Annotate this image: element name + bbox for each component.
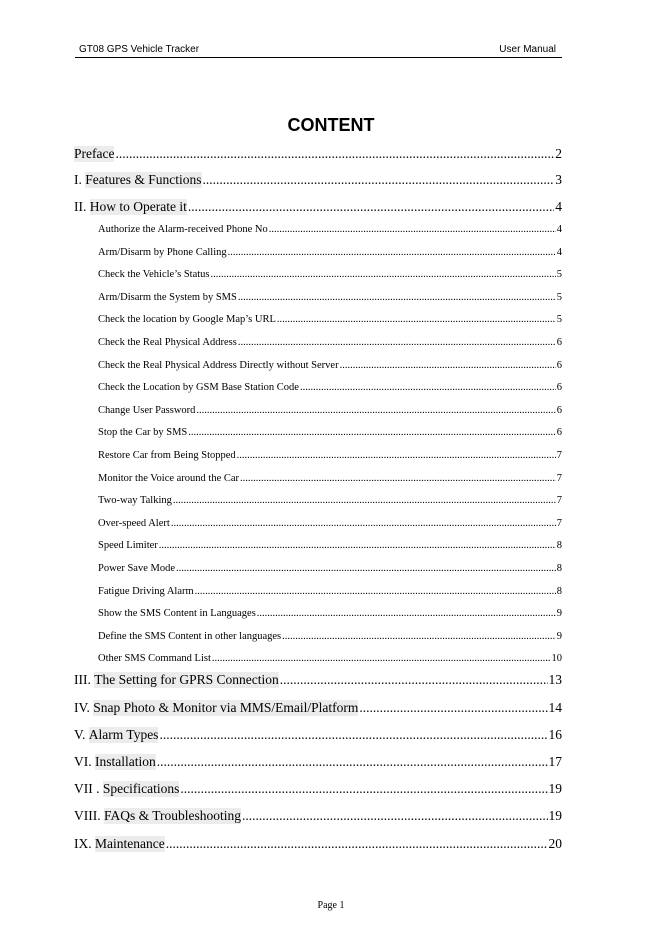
toc-entry[interactable]: [74, 172, 562, 192]
toc-entry[interactable]: [98, 450, 562, 466]
toc-entry-page: 2: [555, 146, 562, 161]
toc-entry-label: FAQs & Troubleshooting: [104, 808, 242, 823]
toc-entry-label: Fatigue Driving Alarm: [98, 585, 194, 597]
toc-leader-dots: [257, 608, 556, 619]
toc-leader-dots: [203, 172, 555, 188]
toc-entry[interactable]: [98, 495, 562, 511]
toc-entry-label: Restore Car from Being Stopped: [98, 450, 236, 461]
toc-entry-number: IX.: [74, 836, 95, 851]
toc-entry-label: Alarm Types: [88, 727, 159, 742]
toc-entry[interactable]: [74, 672, 562, 692]
toc-leader-dots: [238, 337, 556, 348]
toc-entry[interactable]: [98, 631, 562, 647]
toc-entry-page: 4: [555, 199, 562, 214]
toc-leader-dots: [196, 405, 555, 416]
toc-entry-label: Maintenance: [95, 836, 165, 851]
toc-leader-dots: [180, 781, 547, 797]
toc-entry-page: 8: [556, 540, 562, 552]
toc-entry-label: Define the SMS Content in other languages: [98, 630, 282, 642]
toc-entry-page: 8: [556, 563, 562, 574]
toc-entry-number: V.: [74, 727, 89, 742]
toc-entry-page: 5: [556, 291, 562, 303]
toc-leader-dots: [300, 382, 556, 393]
toc-entry-number: IV.: [74, 700, 94, 715]
toc-entry-page: 5: [556, 314, 562, 326]
page-title: CONTENT: [287, 115, 375, 135]
toc-entry[interactable]: [98, 382, 562, 398]
toc-entry[interactable]: [98, 473, 562, 489]
toc-leader-dots: [237, 450, 556, 461]
toc-entry-label: How to Operate it: [89, 199, 187, 214]
toc-entry-page: 20: [548, 836, 562, 851]
page-header: [75, 42, 562, 58]
toc-entry-page: 5: [556, 269, 562, 281]
toc-leader-dots: [238, 292, 556, 303]
toc-entry[interactable]: [98, 269, 562, 285]
toc-entry-label: Speed Limiter: [98, 540, 158, 552]
toc-entry-label: Show the SMS Content in Languages: [98, 608, 256, 620]
toc-entry[interactable]: [74, 836, 562, 856]
toc-entry-number: VIII.: [74, 808, 104, 823]
toc-entry-number: VII .: [74, 781, 103, 796]
page-footer: Page 1: [317, 900, 345, 911]
toc-leader-dots: [166, 836, 548, 852]
toc-entry-page: 6: [556, 427, 562, 439]
toc-entry-label: Change User Password: [98, 404, 196, 416]
toc-leader-dots: [159, 727, 547, 743]
toc-leader-dots: [242, 808, 547, 824]
toc-entry-label: Check the location by Google Map’s URL: [98, 314, 276, 326]
toc-entry[interactable]: [98, 292, 562, 308]
header-doc-type: User Manual: [499, 44, 556, 55]
toc-entry[interactable]: [98, 405, 562, 421]
toc-entry[interactable]: [98, 224, 562, 240]
toc-entry[interactable]: [74, 754, 562, 774]
toc-leader-dots: [340, 360, 556, 371]
toc-leader-dots: [269, 224, 556, 235]
toc-leader-dots: [240, 473, 556, 484]
header-doc-title: GT08 GPS Vehicle Tracker: [79, 44, 200, 55]
toc-entry-label: The Setting for GPRS Connection: [94, 672, 279, 687]
toc-entry-label: Arm/Disarm by Phone Calling: [98, 246, 227, 258]
toc-entry[interactable]: [98, 653, 562, 669]
toc-entry-page: 16: [548, 727, 562, 742]
toc-leader-dots: [159, 540, 556, 551]
toc-entry[interactable]: [98, 540, 562, 556]
toc-entry-label: Check the Real Physical Address Directly without Server: [98, 359, 339, 371]
toc-entry-label: Two-way Talking: [98, 495, 172, 507]
toc-entry-label: Arm/Disarm the System by SMS: [98, 291, 237, 303]
toc-entry[interactable]: [74, 727, 562, 747]
toc-entry-number: III.: [74, 672, 95, 687]
toc-entry[interactable]: [74, 808, 562, 828]
toc-entry-page: 8: [556, 585, 562, 597]
toc-entry[interactable]: [98, 247, 562, 263]
toc-entry[interactable]: [98, 337, 562, 353]
toc-entry-label: Over-speed Alert: [98, 517, 170, 529]
toc-entry-page: 6: [556, 382, 562, 394]
toc-entry-page: 4: [556, 246, 562, 258]
toc-entry-label: Specifications: [102, 781, 180, 796]
toc-entry-label: Other SMS Command List: [98, 653, 211, 665]
toc-entry[interactable]: [98, 608, 562, 624]
toc-entry-page: 6: [556, 359, 562, 371]
toc-leader-dots: [176, 563, 556, 574]
toc-entry-page: 13: [548, 672, 562, 687]
toc-entry-page: 4: [556, 224, 562, 235]
toc-leader-dots: [211, 269, 556, 280]
toc-entry-page: 6: [556, 337, 562, 348]
toc-entry-page: 17: [548, 754, 562, 769]
toc-entry-number: II.: [74, 199, 90, 214]
toc-entry-label: Snap Photo & Monitor via MMS/Email/Platform: [93, 700, 359, 715]
toc-entry-label: Features & Functions: [85, 172, 202, 187]
toc-entry-page: 3: [555, 172, 562, 187]
toc-leader-dots: [171, 518, 556, 529]
toc-leader-dots: [157, 754, 548, 770]
toc-leader-dots: [282, 631, 556, 642]
toc-entry[interactable]: [74, 199, 562, 219]
toc-entry-label: Stop the Car by SMS: [98, 427, 188, 439]
toc-entry-label: Check the Vehicle’s Status: [98, 269, 210, 281]
toc-leader-dots: [277, 314, 556, 325]
toc-entry[interactable]: [98, 563, 562, 579]
toc-entry-number: VI.: [74, 754, 95, 769]
toc-entry[interactable]: [74, 700, 562, 720]
toc-entry-number: I.: [74, 172, 86, 187]
toc-entry-page: 19: [548, 781, 562, 796]
toc-entry-page: 7: [556, 517, 562, 529]
toc-entry-page: 7: [556, 450, 562, 461]
toc-entry[interactable]: [98, 518, 562, 534]
toc-entry-page: 7: [556, 472, 562, 484]
toc-entry[interactable]: [74, 146, 562, 166]
toc-leader-dots: [188, 199, 554, 215]
toc-entry-page: 6: [556, 404, 562, 416]
toc-entry-page: 9: [556, 608, 562, 620]
toc-entry[interactable]: [98, 314, 562, 330]
toc-entry-page: 10: [551, 653, 562, 665]
toc-entry-page: 19: [548, 808, 562, 823]
toc-entry[interactable]: [98, 427, 562, 443]
toc-leader-dots: [228, 247, 556, 258]
toc-leader-dots: [188, 427, 555, 438]
toc-entry[interactable]: [98, 360, 562, 376]
toc-entry-label: Installation: [95, 754, 156, 769]
toc-leader-dots: [195, 586, 556, 597]
toc-leader-dots: [280, 672, 548, 688]
toc-entry-label: Authorize the Alarm-received Phone No: [98, 224, 268, 235]
toc-entry[interactable]: [98, 586, 562, 602]
toc-entry-page: 9: [556, 630, 562, 642]
toc-entry-label: Preface: [74, 146, 115, 161]
toc-leader-dots: [359, 700, 547, 716]
toc-entry-label: Check the Location by GSM Base Station Code: [98, 382, 299, 394]
toc-entry-page: 7: [556, 495, 562, 507]
toc-entry-label: Check the Real Physical Address: [98, 337, 237, 348]
toc-entry-label: Power Save Mode: [98, 563, 175, 574]
toc-entry-page: 14: [548, 700, 562, 715]
toc-entry[interactable]: [74, 781, 562, 801]
toc-entry-label: Monitor the Voice around the Car: [98, 472, 240, 484]
toc-leader-dots: [212, 653, 551, 664]
toc-leader-dots: [173, 495, 556, 506]
toc-leader-dots: [115, 146, 554, 162]
